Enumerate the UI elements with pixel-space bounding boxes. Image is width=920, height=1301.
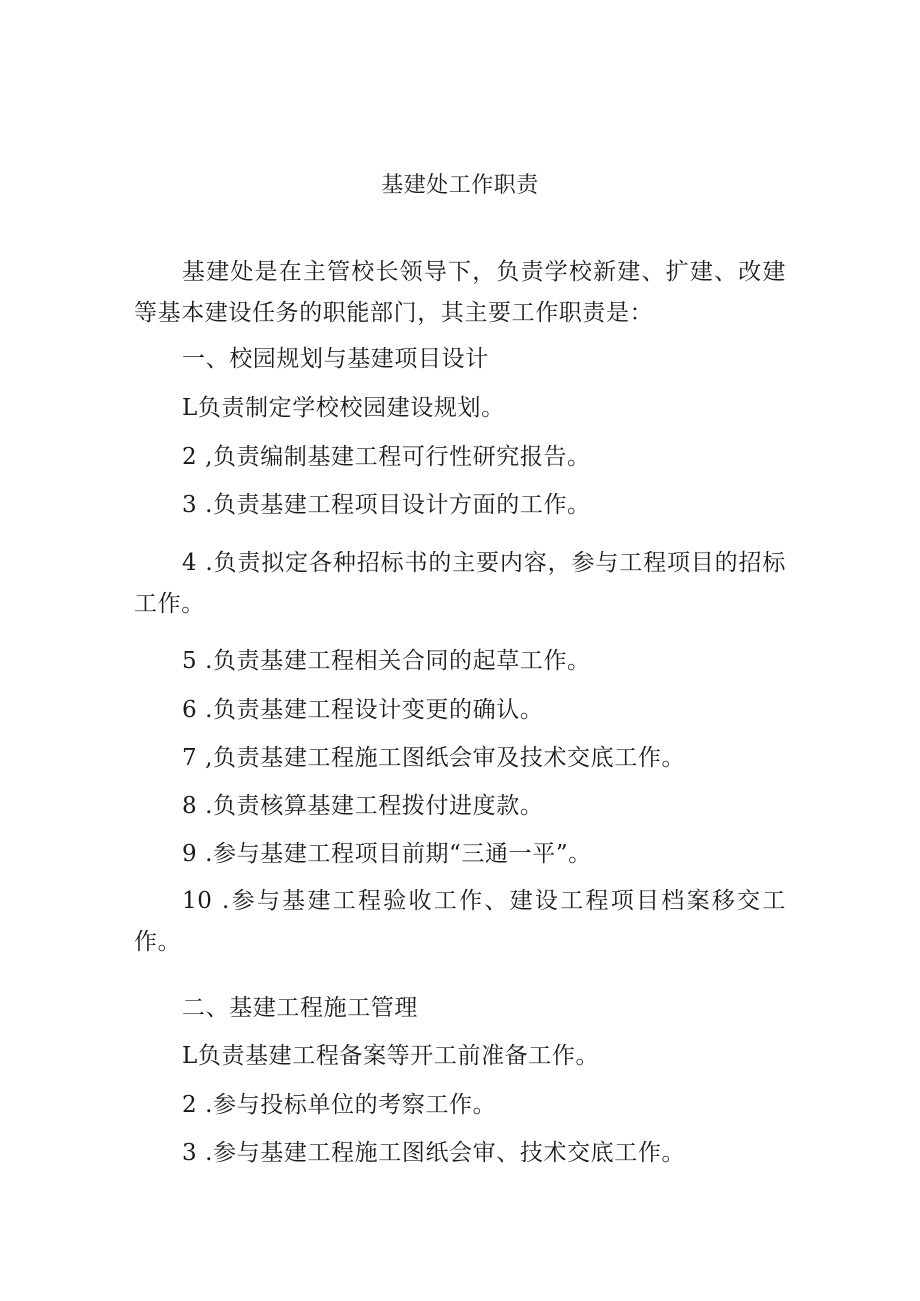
list-item: L负责制定学校校园建设规划。 [182, 395, 505, 421]
intro-paragraph: 基建处是在主管校长领导下，负责学校新建、扩建、改建等基本建设任务的职能部门，其主要工作职责是： [134, 259, 786, 326]
list-item: 4 .负责拟定各种招标书的主要内容，参与工程项目的招标工作。 [134, 550, 786, 617]
list-item: 8 .负责核算基建工程拨付进度款。 [182, 793, 544, 819]
list-item: 7 ,负责基建工程施工图纸会审及技术交底工作。 [182, 745, 686, 771]
list-item: L负责基建工程备案等开工前准备工作。 [182, 1043, 600, 1069]
section-heading: 一、校园规划与基建项目设计 [182, 346, 489, 372]
section-heading: 二、基建工程施工管理 [182, 995, 418, 1021]
list-item: 3 .负责基建工程项目设计方面的工作。 [182, 492, 591, 518]
list-item: 5 .负责基建工程相关合同的起草工作。 [182, 648, 591, 674]
list-item: 2 ,负责编制基建工程可行性研究报告。 [182, 444, 591, 470]
list-item: 3 .参与基建工程施工图纸会审、技术交底工作。 [182, 1140, 686, 1166]
document-title: 基建处工作职责 [381, 173, 539, 198]
list-item: 2 .参与投标单位的考察工作。 [182, 1092, 497, 1118]
list-item: 6 .负责基建工程设计变更的确认。 [182, 697, 544, 723]
list-item: 10 .参与基建工程验收工作、建设工程项目档案移交工作。 [134, 888, 786, 955]
list-item: 9 .参与基建工程项目前期“三通一平”。 [182, 841, 592, 867]
